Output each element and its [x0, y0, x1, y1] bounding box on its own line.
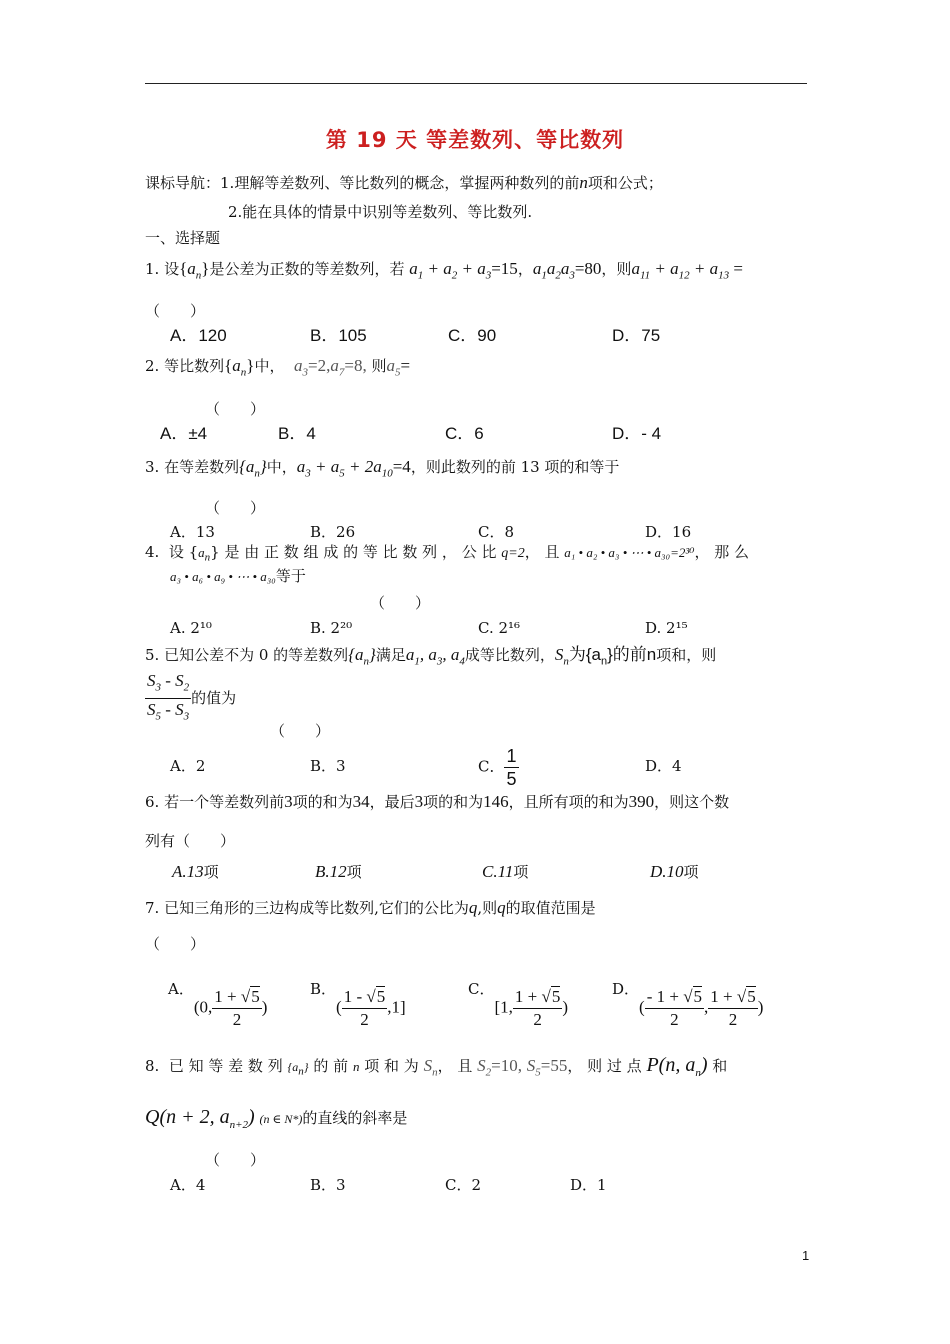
question-4: 4. 设 $\{a_n\}$ 是 由 正 数 组 成 的 等 比 数 列 ， 公 比 q=2， 且 a₁ • a₂ • a₃ • ⋯ • a₃₀=2³⁰， 那 么 [145, 543, 750, 564]
q1-option-a[interactable]: A．120 [170, 326, 227, 345]
question-7-paren: （ ） [145, 935, 206, 953]
question-8: 8. 已 知 等 差 数 列 $\{a_n\}$ 的 前 n 项 和 为 $S_n$， 且 $S_2=10$, $S_5=55$， 则 过 点 P(n, $a_n$) 和 [145, 1054, 728, 1079]
q7-option-d[interactable]: D．( $\frac{- 1 + √5}{2}$ , $\frac{1 + √5}{2}$ ) [612, 980, 764, 1029]
question-8-paren: （ ） [205, 1151, 266, 1169]
q5-option-c[interactable]: C． $\frac{1}{5}$ [478, 746, 517, 789]
q8-option-a[interactable]: A．4 [170, 1176, 206, 1194]
question-2-paren: （ ） [205, 400, 266, 418]
question-1-paren: （ ） [145, 302, 206, 320]
question-1: 1. 设$\{a_n\}$是公差为正数的等差数列，若 $a_1 + a_2 + a_3=15$，$a_1a_2a_3=80$，则$a_{11} + a_{12} + a_{13}$ = [145, 259, 743, 282]
q6-option-a[interactable]: A.13项 [172, 862, 219, 881]
q3-option-a[interactable]: A．13 [170, 523, 215, 541]
q6-option-d[interactable]: D.10项 [650, 862, 699, 881]
question-4-paren: （ ） [370, 594, 431, 612]
q1-option-c[interactable]: C．90 [448, 326, 497, 345]
page-number: 1 [802, 1248, 810, 1263]
header-rule [145, 83, 807, 84]
q5-option-d[interactable]: D．4 [645, 757, 682, 775]
question-2: 2. 等比数列$\{a_n\}$中， $a_3=2,a_7=8$, 则$a_5=$ [145, 356, 411, 379]
q4-option-d[interactable]: D. 2¹⁵ [645, 619, 688, 637]
q2-option-a[interactable]: A．±4 [160, 424, 208, 443]
question-6-line-2: 列有（ ） [145, 832, 236, 850]
q8-option-d[interactable]: D．1 [570, 1176, 607, 1194]
q7-option-a[interactable]: A．(0, $\frac{1 + √5}{2}$ ) [168, 980, 268, 1029]
question-4-line-2: a₃ • a₆ • a₉ • ⋯ • a₃₀等于 [170, 567, 306, 585]
question-3-paren: （ ） [205, 499, 266, 517]
q5-option-a[interactable]: A．2 [170, 757, 206, 775]
q6-option-b[interactable]: B.12项 [315, 862, 362, 881]
q2-option-d[interactable]: D．- 4 [612, 424, 662, 443]
guide-line-1: 课标导航：1.理解等差数列、等比数列的概念，掌握两种数列的前n项和公式； [145, 173, 663, 192]
q3-option-d[interactable]: D．16 [645, 523, 692, 541]
q6-option-c[interactable]: C.11项 [482, 862, 529, 881]
q1-option-d[interactable]: D．75 [612, 326, 661, 345]
q3-option-c[interactable]: C．8 [478, 523, 515, 541]
q2-option-c[interactable]: C．6 [445, 424, 484, 443]
q3-option-b[interactable]: B．26 [310, 523, 356, 541]
q8-option-b[interactable]: B．3 [310, 1176, 346, 1194]
q7-option-b[interactable]: B．( $\frac{1 - √5}{2}$ ,1] [310, 980, 406, 1029]
question-5: 5. 已知公差不为 0 的等差数列$\{a_n\}$满足$a_1$, $a_3$, $a_4$成等比数列，$S_n$为$\{a_n\}$的前n项和，则 [145, 645, 717, 668]
q8-option-c[interactable]: C．2 [445, 1176, 482, 1194]
q4-option-a[interactable]: A. 2¹⁰ [170, 619, 212, 637]
guide-line-2: 2.能在具体的情景中识别等差数列、等比数列. [228, 203, 533, 221]
section-heading: 一、选择题 [145, 229, 221, 247]
question-7: 7. 已知三角形的三边构成等比数列,它们的公比为q,则q的取值范围是 [145, 898, 596, 917]
q4-option-b[interactable]: B. 2²⁰ [310, 619, 353, 637]
q7-option-c[interactable]: C．[1, $\frac{1 + √5}{2}$ ) [468, 980, 568, 1029]
question-5-paren: （ ） [270, 722, 331, 740]
question-3: 3. 在等差数列$\{a_n\}$中，$a_3 + a_5 + 2a_{10}=4$，则此数列的前 13 项的和等于 [145, 457, 620, 480]
question-8-line-2: Q(n + 2, $a_{n+2}$) (n ∈ N*)的直线的斜率是 [145, 1106, 408, 1131]
page-title: 第 19 天 等差数列、等比数列 [325, 128, 625, 152]
q4-option-c[interactable]: C. 2¹⁶ [478, 619, 521, 637]
q5-option-b[interactable]: B．3 [310, 757, 346, 775]
q1-option-b[interactable]: B．105 [310, 326, 367, 345]
question-6: 6. 若一个等差数列前3项的和为34，最后3项的和为146，且所有项的和为390，则这个数 [145, 792, 730, 811]
q2-option-b[interactable]: B．4 [278, 424, 316, 443]
question-5-fraction-line: $\frac{S_3 - S_2}{S_5 - S_3}$ 的值为 [145, 670, 236, 728]
q5-fraction: $\frac{S_3 - S_2}{S_5 - S_3}$ [147, 671, 190, 723]
